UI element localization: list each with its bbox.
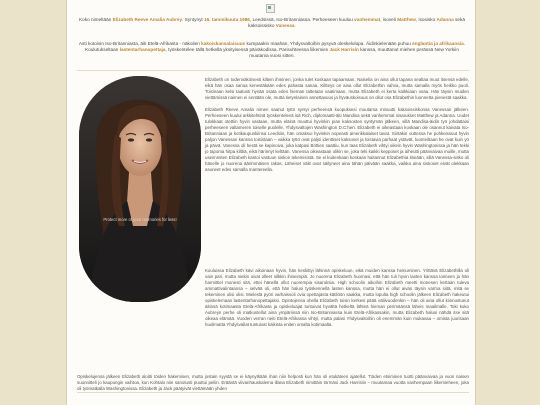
intro-text: , isoveli <box>380 17 396 22</box>
brother-link[interactable]: Matthew <box>397 17 416 22</box>
birth-date: 16. tammikuuta 1986 <box>204 17 250 22</box>
languages-highlight: englantia ja afrikaansia <box>412 41 464 46</box>
intro-text: Koko nimeltään <box>79 17 112 22</box>
intro-text: . Syntynyt <box>182 17 203 22</box>
sister-link[interactable]: Adanna <box>436 17 454 22</box>
intro-basic-info <box>77 17 467 29</box>
intro-background-info <box>77 41 467 59</box>
story-paragraph: Opiskelujensa jälkeen Elizabeth aloitti töiden hakemisen, mutta jostain syystä se ei käynytkään ihan niin helposti kun hän oli etukäteen ajatellut. Töiden etsiminen tuotti päänvaivaa ja vuon naisen suunnitteli jo kaupungin vaihtoa, kun Kohtalo niin sanotusti puuttui peliin. Erääntä viivanhauskalema illana Elizabeth nimittäin törmäsi Jack Harrisiin – muutamaa vuotta vanhempaan liikemieheen, joka oli työmatkalla Washingtonissa. Elizabeth ja Jack päätyivät viettämään yhden <box>77 374 469 391</box>
intro-text: sekä kaksoissisko <box>248 17 465 29</box>
intro-text: . Koulutukseltaan <box>85 41 466 53</box>
partner-link[interactable]: Jack Harrisin <box>329 47 359 53</box>
story-paragraph: Kouluissa Elizabeth kävi aikoinaan hyvin, hän keskittyi lähinnä opiskeluun, eikä muiden kanssa heinuminen. Yrittävä Elizabethilla oli vain pari, mutta niekin oivat olleet silkkin ihiseimpiä. Jo nuorena Elizabeth huomasi, että hän tuli hyvin lasten kanssa toimeen ja hän harmittiel monesti sitä, ettei hänellä ollut nuorempia sisaruksia. High schoolin aikoihin Elizabeth meetti monesen kertaan tuleva ammattivalintaansa – selvää oli, että hän halusi työskennellä lasten kanssa, mutta hän ei ollut aivan täysin varma siitä, mitä se tekeminen olisi olisi. Mieleslä pyöri varhaisvoli ovia opettajasta kätilöön saakka, mutta lopulta high schoolin jälkeen Elizabeth hakeutui opiskelemaan lastentarhanopettajaksi. Opintojensa ohella Elizabeth toisin kerkesi pitää väliivuodenkin – hän oli aina ollut kiinnostunut äitinsä kotimaasta Etelä-Afrikasta ja opiskeluajat tuntuivat hyvältä hetkeltä lähteä hieman perimäänsä läheis maailmalle. Toki koko Aubreyn perhe oli matkustellut aina ympäriinsä niin Iso-Britanniassa kuin Etelä-Afrikassakin, mutta Elizabeth halusi nähdä itse sitä oikeaa elämää. Vuoden verran neiti Etelä-Afrikassa vihtyi, mutta palasi Yhdysvaltoihin oli enemmän kuin mukavaa – omista juurisaan huolimatta Yhdysvallat tuntuivat kaikista eniten omalta kotimaalta. <box>205 268 469 327</box>
story-full-width <box>77 268 469 328</box>
intro-text: kanssa, muuttanut miehen perässä New Yorkiin muutama vuosi sitten. <box>249 47 459 59</box>
intro-text: kumpaakin maahan, Yhdysvaltoihin pysyvä oleskelulupa. Äidinkielenään puhuu <box>246 41 411 46</box>
intro-text: Asti kotoisin Iso-Britanniasta, äiti Etelä-Afrikasta - näkoilen <box>78 41 200 46</box>
section-divider <box>77 392 469 393</box>
intro-text: . <box>294 23 296 29</box>
section-divider <box>77 70 469 71</box>
photo-watermark: Protect more of your memories for less! <box>103 217 177 222</box>
full-name: Elizabeth Reeve Amalia Aubrey <box>112 17 183 22</box>
story-paragraph: Elizabeth Reeve Amalia nimen saanut tyttö syntyi perheensä kuopuksesi muutama minuutti kaksoissiskonsa Vanessan jälkeen. Perheeseen kuului arkkitehtinä työskentelevä isä Rich, diplomaatti-äiti Mandisa sekä vanhemmat sisarukset Matthew ja Adanna. Uudet tulokkaat otettiin hyvin vastaan, mutta eläinä muuttui hyvinkin pian kaksosten syntymän jälkeen, sillä Mandisa-äidin työ johdattaisi perheeseen valtameren toiselle puolelle, Yhdysvaltojen Washington D.C:hen. Elizabeth ei oikeastaan koskaan ole osannut kaivata Iso-Britanniaan ja kotikaupunkiinsa Leedsiin, hän omaksui hyvinkin nopeasti amerikkalaiset tavat. Siirtäkin outtessa he pohkeissuut hyvin paljon Vanessan kanssa toisistaan – vaikka tyttö ovat paljsi identtiset kaksoset ja loistavia parhaat ystävät, luonteiltaan he ovat kuin yö ja päivä. Vanessa oli hestä se kapinoiva, joka katpasi Brittien saattiu, kun taas Elizabeth vihtyi oikein hyvin Washingtonissa ja hän tekki jo tapoma hitpa kilttiä, eikä härinnyt keltään. Vanessa oikeastaan olikin se, joka teki kaikki kepposet ja aiheutti päänvaivaa muille, mutta useimmiten Elizabeth kantoi vastuun siskon tekemisistä. Se ei kuitenkaan koskaan haitannut Elizabethia itseään, sillä Vanessa-sisko oli hänelle jo nuorena äärimmäisen rakas. Läheiset välit ovat säilyneet aina tähän päivään saakka, vaikka aina siskoset eivät olekkaan asuneet edes samalla mantereella. <box>205 107 469 172</box>
parents-link[interactable]: vanhemmat <box>354 17 381 22</box>
intro-text: , Leedsissä, Iso-Britanniassa. Perheeseen kuuluu <box>249 17 353 22</box>
profile-page <box>66 0 476 405</box>
intro-text: , työskentelee tällä hetkellä yksityisessä päiväkodissa. Parisuhteessa liikemies <box>165 47 329 53</box>
story-continuation <box>77 374 469 392</box>
story-paragraph: Elizabeth on todennäköisesti kiltein ihminen, jonka tulet koskaan tapaamaan. Naiselia on aina ollut tapana sealtaa muut itsensä edelle, eikä hän osaa sanoa kenestäkään edes pahasta sanaa. Kiltteys on aina ollut Elizabethin vahva, mutta samalla myös heikko puoli. Toisinaan kelsi taatusti hyvää osata edes hieman taltetaan vaatimaan, mutta Elizabeth ei kerta kaikkiaan osaa. Hän täysin muiden viettämissä naimen ei sentään ole, mutta tietynlainen annettavuus ja hyväuskoisuus on ollut osa Elizabethin luonnetta pienestä saakka. <box>205 77 469 100</box>
story-column <box>205 77 469 173</box>
citizenship-highlight: kakoiskansalaisuus <box>201 41 246 46</box>
twin-link[interactable]: Vanessa <box>275 23 295 29</box>
broken-image-icon <box>266 4 275 13</box>
intro-text: , isosisko <box>415 17 436 22</box>
education-highlight: lastentarhanopettaja <box>119 47 166 53</box>
